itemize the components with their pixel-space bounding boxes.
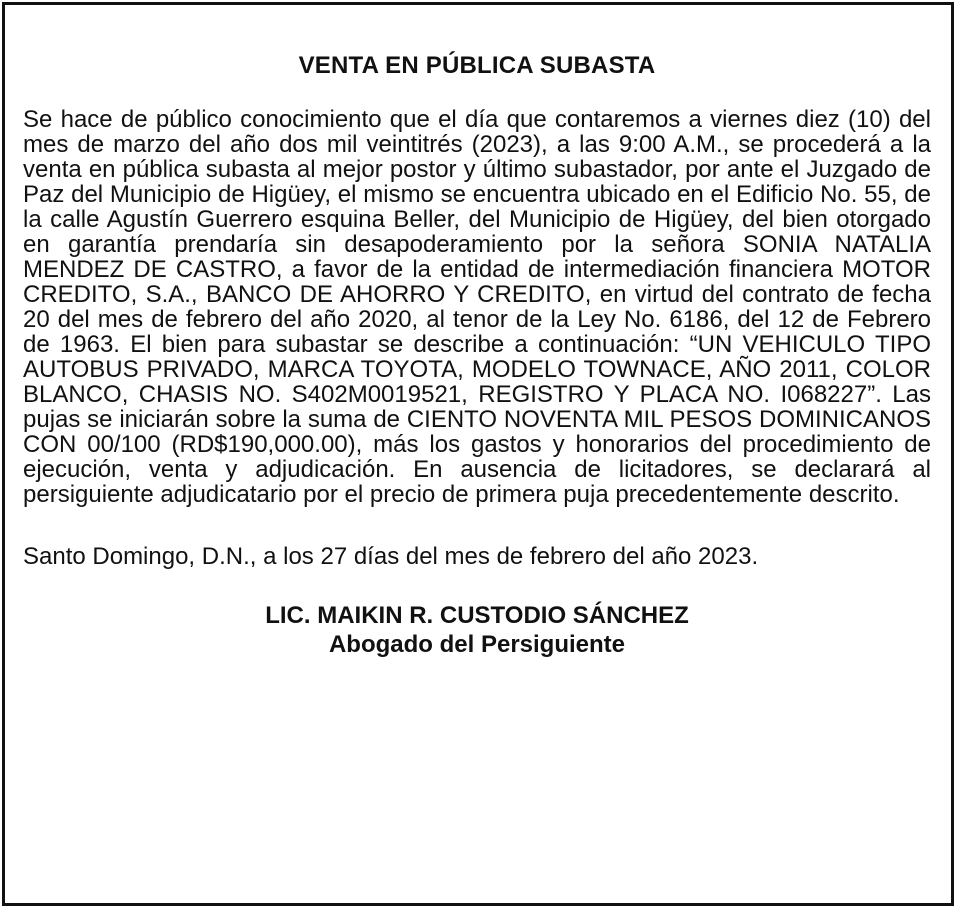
signatory-role: Abogado del Persiguiente (328, 631, 626, 658)
place-date: Santo Domingo, D.N., a los 27 días del mes de febrero del año 2023. (23, 543, 759, 570)
notice-frame (2, 2, 954, 906)
notice-content (23, 45, 931, 659)
signature-block (23, 601, 931, 659)
signatory-name: LIC. MAIKIN R. CUSTODIO SÁNCHEZ (265, 602, 689, 629)
notice-body: Se hace de público conocimiento que el día que contaremos a viernes diez (10) del mes de marzo del año dos mil veintitrés (2023), a las 9:00 A.M., se procederá a la venta en pública subasta al mejor postor y último subastador, por ante el Juzgado de Paz del Municipio de Higüey, el mismo se encuentra ubicado en el Edificio No. 55, de la calle Agustín Guerrero esquina Beller, del Municipio de Higüey, del bien otorgado en garantía prendaría sin desapoderamiento por la señora SONIA NATALIA MENDEZ DE CASTRO, a favor de la entidad de intermediación financiera MOTOR CREDITO, S.A., BANCO DE AHORRO Y CREDITO, en virtud del contrato de fecha 20 del mes de febrero del año 2020, al tenor de la Ley No. 6186, del 12 de Febrero de 1963. El bien para subastar se describe a continuación: “UN VEHICULO TIPO AUTOBUS PRIVADO, MARCA TOYOTA, MODELO TOWNACE, AÑO 2011, COLOR BLANCO, CHASIS NO. S402M0019521, REGISTRO Y PLACA NO. I068227”. Las pujas se iniciarán sobre la suma de CIENTO NOVENTA MIL PESOS DOMINICANOS CON 00/100 (RD$190,000.00), más los gastos y honorarios del procedimiento de ejecución, venta y adjudicación. En ausencia de licitadores, se declarará al persiguiente adjudicatario por el precio de primera puja precedentemente descrito. (23, 106, 931, 508)
notice-title: VENTA EN PÚBLICA SUBASTA (298, 52, 656, 79)
